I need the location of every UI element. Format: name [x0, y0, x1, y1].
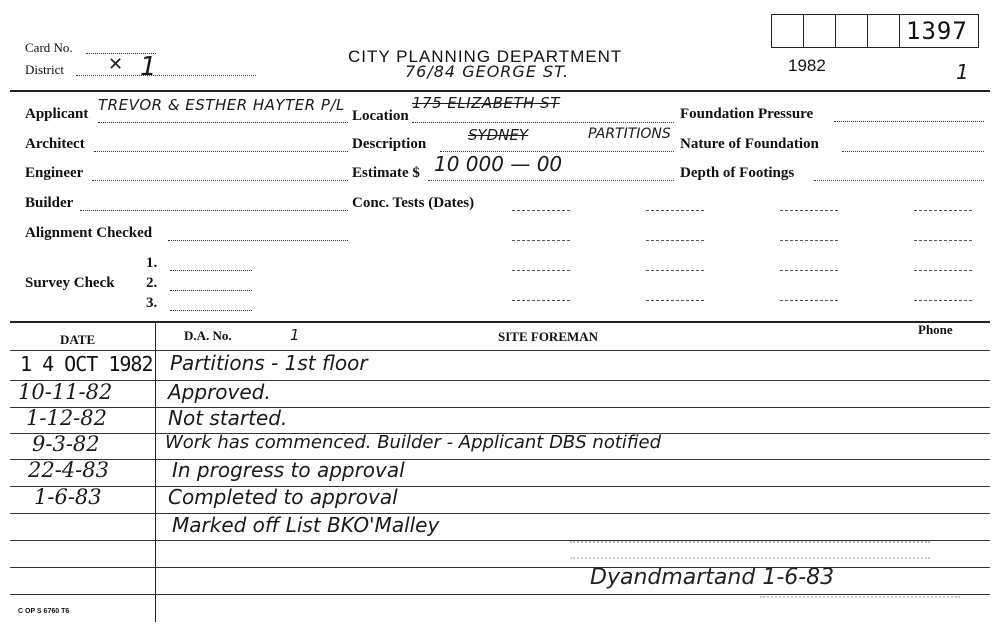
conc-test-slot — [914, 270, 972, 271]
depth-footings-label: Depth of Footings — [680, 165, 795, 181]
conc-test-slot — [780, 270, 838, 271]
row-date: 22-4-83 — [28, 458, 109, 482]
survey-line-3 — [170, 310, 252, 311]
alignment-label: Alignment Checked — [25, 225, 153, 241]
header-divider — [10, 90, 990, 92]
row-date: 1-12-82 — [26, 406, 107, 430]
foundation-pressure-label: Foundation Pressure — [680, 106, 814, 122]
site-foreman-header: SITE FOREMAN — [498, 329, 599, 344]
signature: Dyandmartand 1-6-83 — [590, 565, 835, 590]
card-number-box-1 — [771, 14, 804, 48]
row-line — [10, 567, 990, 568]
card-number: 1397 — [906, 17, 968, 45]
da-value: 1 — [290, 326, 300, 344]
conc-test-slot — [914, 300, 972, 301]
conc-test-slot — [914, 240, 972, 241]
applicant-value: TREVOR & ESTHER HAYTER P/L — [98, 96, 345, 114]
survey-num-3: 3. — [146, 295, 158, 311]
district-mark: ✕ — [108, 54, 124, 75]
description-value: PARTITIONS — [588, 126, 671, 142]
row-date: 1-6-83 — [34, 485, 102, 509]
row-line — [10, 486, 990, 487]
card-number-box-4 — [867, 14, 900, 48]
row-entry: Approved. — [168, 380, 271, 404]
faint-stamp-marks — [570, 541, 930, 559]
builder-line — [80, 210, 348, 211]
year: 1982 — [788, 56, 826, 75]
engineer-line — [92, 180, 348, 181]
row-date: 10-11-82 — [18, 380, 113, 404]
card-no-label: Card No. — [25, 40, 73, 55]
conc-test-slot — [646, 300, 704, 301]
phone-header: Phone — [918, 322, 953, 337]
alignment-line — [168, 240, 348, 241]
footer-code: C OP S 6760 T6 — [18, 608, 70, 615]
district-line — [76, 75, 256, 76]
conc-test-slot — [780, 300, 838, 301]
row-entry: Not started. — [168, 406, 288, 430]
estimate-label: Estimate $ — [352, 165, 420, 181]
depth-footings-line — [814, 180, 984, 181]
conc-test-slot — [914, 210, 972, 211]
card-number-box-3 — [835, 14, 868, 48]
survey-line-1 — [170, 270, 252, 271]
conc-test-slot — [646, 240, 704, 241]
location-line — [412, 122, 674, 123]
description-label: Description — [352, 136, 427, 152]
row-date: 9-3-82 — [32, 432, 100, 456]
applicant-label: Applicant — [25, 106, 89, 122]
conc-test-slot — [512, 240, 570, 241]
applicant-line — [98, 122, 348, 123]
survey-label: Survey Check — [25, 275, 115, 291]
conc-test-slot — [512, 270, 570, 271]
row-date: 1 4 OCT 1982 — [20, 352, 153, 376]
row-entry: Partitions - 1st floor — [170, 351, 368, 375]
survey-num-1: 1. — [146, 255, 158, 271]
architect-label: Architect — [25, 136, 85, 152]
survey-line-2 — [170, 290, 252, 291]
engineer-label: Engineer — [25, 165, 84, 181]
location-value: 175 ELIZABETH ST — [412, 94, 560, 112]
district-value: 1 — [140, 52, 157, 82]
row-line — [10, 459, 990, 460]
nature-foundation-label: Nature of Foundation — [680, 136, 819, 152]
conc-test-slot — [646, 210, 704, 211]
card-number-box-2 — [803, 14, 836, 48]
estimate-line — [428, 180, 674, 181]
survey-num-2: 2. — [146, 275, 158, 291]
builder-label: Builder — [25, 195, 74, 211]
year-mark: 1 — [956, 60, 969, 84]
architect-line — [94, 151, 348, 152]
district-label: District — [25, 62, 64, 77]
row-line — [10, 513, 990, 514]
row-entry: Completed to approval — [168, 485, 398, 509]
row-line — [10, 594, 990, 595]
description-struck: SYDNEY — [468, 126, 529, 144]
conc-tests-label: Conc. Tests (Dates) — [352, 195, 475, 211]
conc-test-slot — [512, 210, 570, 211]
address: 76/84 GEORGE ST. — [405, 62, 570, 81]
date-column-divider — [155, 322, 156, 622]
row-entry: Work has commenced. Builder - Applicant DBS notified — [165, 432, 662, 453]
row-line — [10, 380, 990, 381]
nature-foundation-line — [842, 151, 984, 152]
da-header: D.A. No. — [184, 328, 232, 343]
row-entry: In progress to approval — [172, 458, 405, 482]
row-line — [10, 407, 990, 408]
estimate-value: 10 000 — 00 — [434, 152, 563, 176]
conc-test-slot — [646, 270, 704, 271]
table-top-border — [10, 321, 990, 323]
faint-stamp-marks — [760, 596, 960, 608]
date-header: DATE — [60, 332, 96, 347]
row-line — [10, 350, 990, 351]
department-title: CITY PLANNING DEPARTMENT — [348, 47, 623, 66]
conc-test-slot — [780, 210, 838, 211]
location-label: Location — [352, 108, 409, 124]
conc-test-slot — [780, 240, 838, 241]
conc-test-slot — [512, 300, 570, 301]
row-entry: Marked off List BKO'Malley — [172, 513, 440, 537]
foundation-pressure-line — [834, 121, 984, 122]
